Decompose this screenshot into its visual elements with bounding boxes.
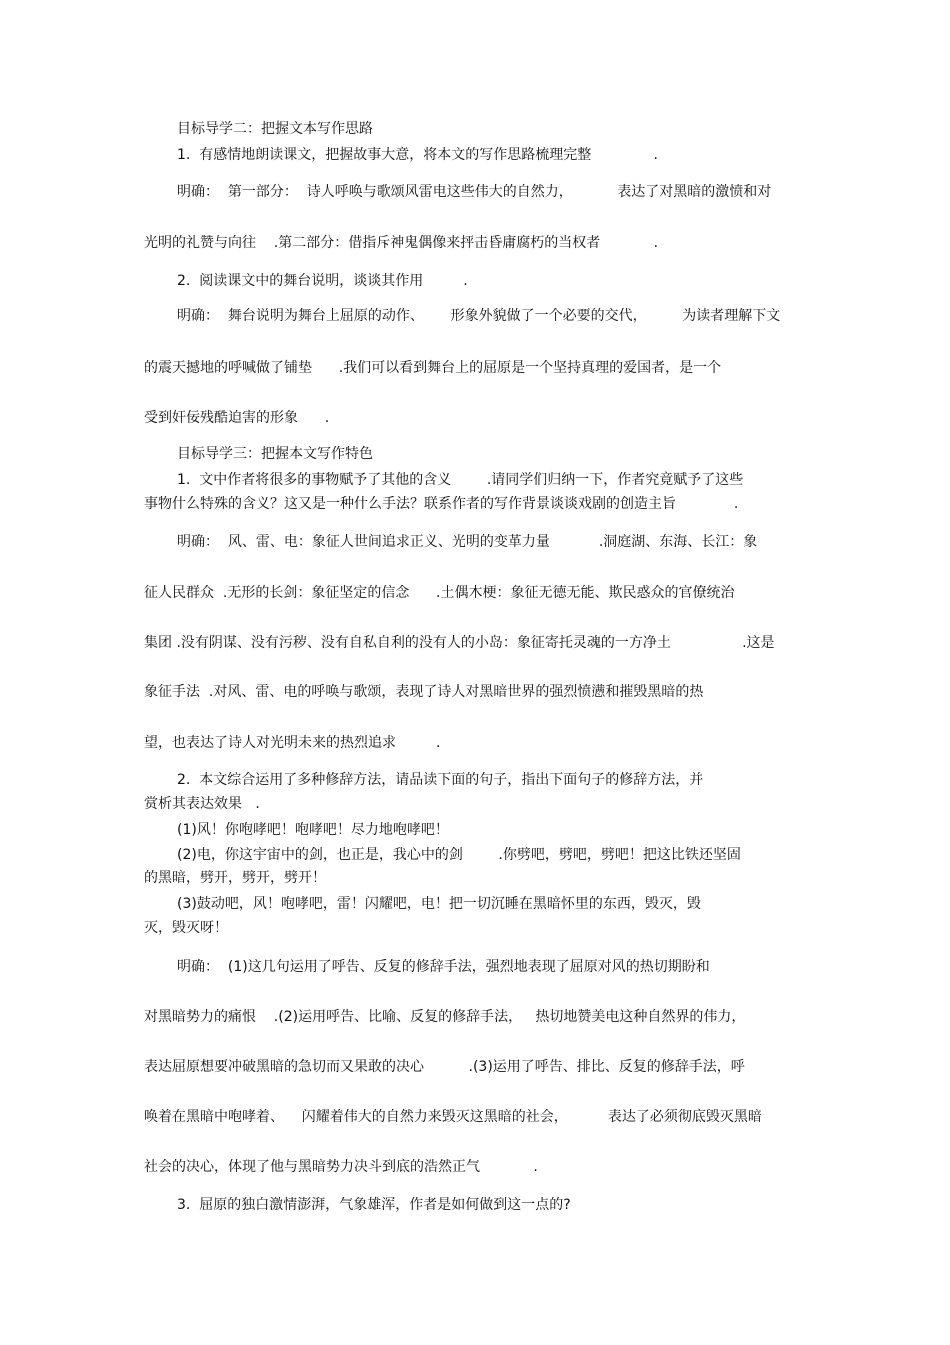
- answer-text: 唤着在黑暗中咆哮着、 闪耀着伟大的自然力来毁灭这黑暗的社会， 表达了必须彻底毁灭黑暗: [144, 1109, 762, 1125]
- question-text: 2. 本文综合运用了多种修辞方法，请品读下面的句子，指出下面句子的修辞方法，并: [177, 772, 704, 788]
- answer-text: 光明的礼赞与向往 .第二部分：借指斥神鬼偶像来抨击昏庸腐朽的当权者 .: [144, 235, 659, 251]
- question-text: 1. 有感情地朗读课文，把握故事大意，将本文的写作思路梳理完整 .: [177, 147, 659, 163]
- example-sentence: (3)鼓动吧，风！咆哮吧，雷！闪耀吧，电！把一切沉睡在黑暗怀里的东西，毁灭，毁: [177, 896, 701, 912]
- example-sentence: 的黑暗，劈开，劈开，劈开！: [144, 870, 326, 886]
- answer-text: 明确： 舞台说明为舞台上屈原的动作、 形象外貌做了一个必要的交代， 为读者理解下文: [177, 308, 781, 324]
- answer-text: 对黑暗势力的痛恨 .(2)运用呼告、比喻、反复的修辞手法， 热切地赞美电这种自然界的伟力，: [144, 1009, 746, 1025]
- example-sentence: (1)风！你咆哮吧！咆哮吧！尽力地咆哮吧！: [177, 822, 449, 838]
- example-sentence: 灭，毁灭呀！: [144, 920, 228, 936]
- question-text: 赏析其表达效果 .: [144, 796, 260, 812]
- answer-text: 望，也表达了诗人对光明未来的热烈追求 .: [144, 735, 441, 751]
- question-text: 事物什么特殊的含义？这又是一种什么手法？联系作者的写作背景谈谈戏剧的创造主旨 .: [144, 496, 739, 512]
- answer-text: 的震天撼地的呼喊做了铺垫 .我们可以看到舞台上的屈原是一个坚持真理的爱国者，是一个: [144, 360, 722, 376]
- answer-text: 明确： 第一部分： 诗人呼唤与歌颂风雷电这些伟大的自然力， 表达了对黑暗的激愤和对: [177, 184, 772, 200]
- answer-text: 明确： 风、雷、电：象征人世间追求正义、光明的变革力量 .洞庭湖、东海、长江：象: [177, 534, 758, 550]
- question-text: 1. 文中作者将很多的事物赋予了其他的含义 .请同学们归纳一下，作者究竟赋予了这些: [177, 472, 744, 488]
- answer-text: 集团 .没有阴谋、没有污秽、没有自私自利的没有人的小岛：象征寄托灵魂的一方净土 .这是: [144, 635, 775, 651]
- heading-goal-3: 目标导学三：把握本文写作特色: [177, 446, 373, 462]
- question-text: 3. 屈原的独白激情澎湃，气象雄浑，作者是如何做到这一点的?: [177, 1197, 571, 1213]
- answer-text: 表达屈原想要冲破黑暗的急切而又果敢的决心 .(3)运用了呼告、排比、反复的修辞手法，呼: [144, 1059, 745, 1075]
- question-text: 2. 阅读课文中的舞台说明，谈谈其作用 .: [177, 273, 468, 289]
- answer-text: 象征手法 .对风、雷、电的呼唤与歌颂，表现了诗人对黑暗世界的强烈愤懑和摧毁黑暗的热: [144, 684, 704, 700]
- example-sentence: (2)电，你这宇宙中的剑，也正是，我心中的剑 .你劈吧，劈吧，劈吧！把这比铁还坚固: [177, 847, 741, 863]
- heading-goal-2: 目标导学二：把握文本写作思路: [177, 121, 373, 137]
- answer-text: 明确： (1)这几句运用了呼告、反复的修辞手法，强烈地表现了屈原对风的热切期盼和: [177, 959, 710, 975]
- answer-text: 征人民群众 .无形的长剑：象征坚定的信念 .土偶木梗：象征无德无能、欺民惑众的官僚统治: [144, 585, 735, 601]
- answer-text: 受到奸佞残酷迫害的形象 .: [144, 410, 330, 426]
- answer-text: 社会的决心，体现了他与黑暗势力决斗到底的浩然正气 .: [144, 1159, 538, 1175]
